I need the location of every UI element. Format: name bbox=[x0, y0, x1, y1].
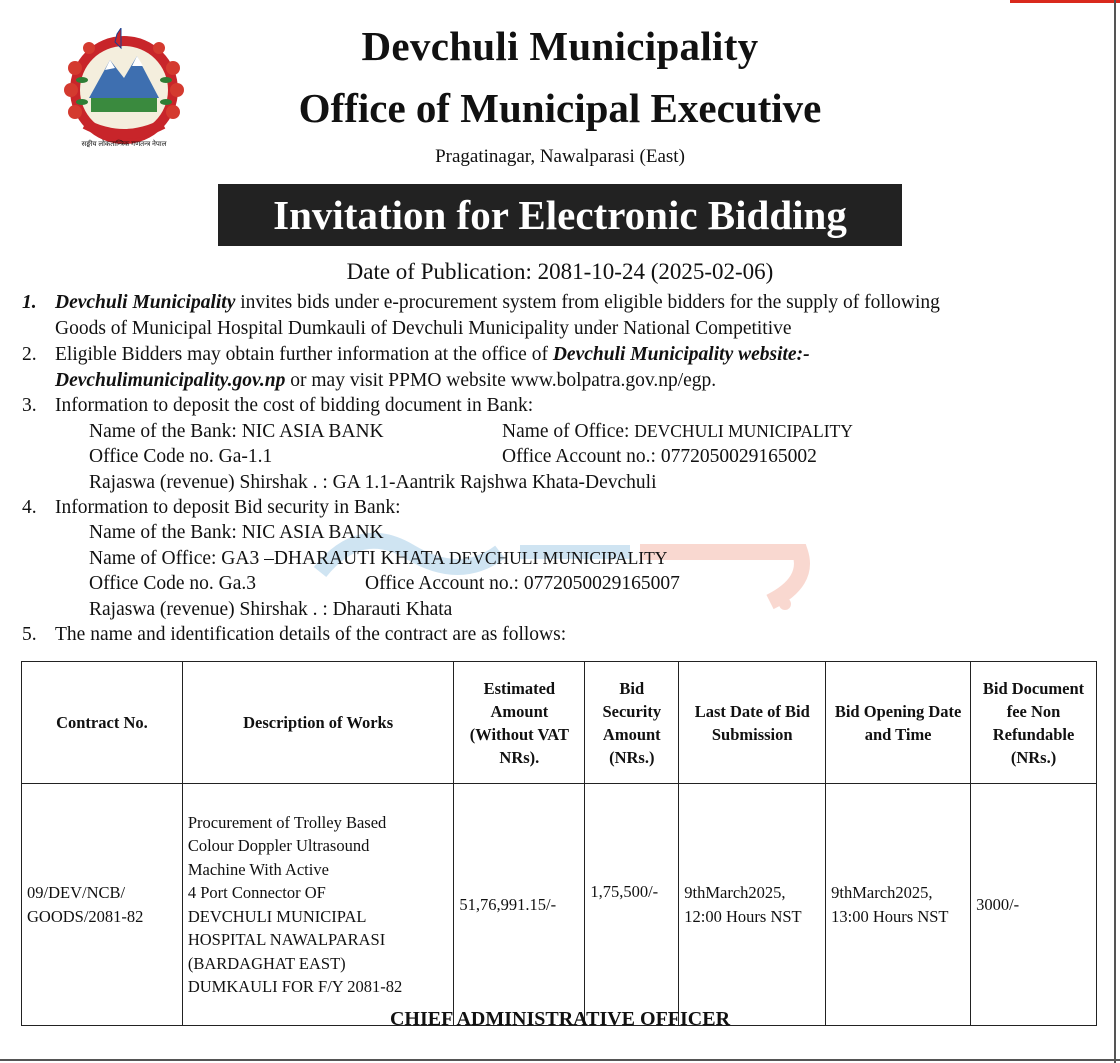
municipality-title: Devchuli Municipality bbox=[361, 23, 759, 69]
point-1-line-2: Goods of Municipal Hospital Dumkauli of Devchuli Municipality under National Competitive bbox=[55, 318, 792, 339]
point-1-text-1: invites bids under e-procurement system from eligible bidders for the supply of following bbox=[235, 292, 940, 313]
opening-date-line-2: 13:00 Hours NST bbox=[831, 906, 949, 926]
description-line: HOSPITAL NAWALPARASI bbox=[187, 930, 386, 949]
point-2-text-1: Eligible Bidders may obtain further information at the office of bbox=[55, 344, 553, 365]
office-title: Office of Municipal Executive bbox=[298, 85, 822, 131]
point-4-number: 4. bbox=[22, 497, 37, 518]
header-bid-security: Bid Security Amount (NRs.) bbox=[585, 662, 679, 784]
last-date-line-1: 9thMarch2025, bbox=[684, 883, 786, 902]
point-3-account: Office Account no.: 0772050029165002 bbox=[502, 446, 817, 467]
contract-no-line-1: 09/DEV/NCB/ bbox=[27, 883, 126, 902]
point-2-number: 2. bbox=[22, 344, 37, 365]
cell-description bbox=[182, 784, 454, 1026]
opening-date-line-1: 9thMarch2025, bbox=[831, 883, 933, 902]
point-4-rajaswa: Rajaswa (revenue) Shirshak . : Dharauti Khata bbox=[89, 599, 453, 620]
header-contract-no: Contract No. bbox=[22, 662, 183, 784]
header-last-date: Last Date of Bid Submission bbox=[679, 662, 826, 784]
point-3-office-name-value: DEVCHULI MUNICIPALITY bbox=[634, 421, 853, 441]
point-1-lead: Devchuli Municipality bbox=[55, 292, 236, 313]
point-2-bold-1: Devchuli Municipality website:- bbox=[552, 344, 810, 365]
description-line: DEVCHULI MUNICIPAL bbox=[187, 906, 367, 926]
cell-document-fee bbox=[971, 784, 1097, 1026]
description-line: 4 Port Connector OF bbox=[187, 883, 326, 902]
point-4-office-name bbox=[89, 546, 667, 572]
signature-title: CHIEF ADMINISTRATIVE OFFICER bbox=[389, 1008, 731, 1030]
notice-banner: Invitation for Electronic Bidding bbox=[218, 184, 902, 246]
bid-security-value: 1,75,500/- bbox=[590, 881, 659, 901]
contract-table bbox=[21, 661, 1097, 1026]
point-3-number: 3. bbox=[22, 395, 37, 416]
header-document-fee: Bid Document fee Non Refundable (NRs.) bbox=[971, 662, 1097, 784]
description-line: Machine With Active bbox=[187, 859, 329, 879]
point-2-website: Devchulimunicipality.gov.np bbox=[55, 370, 286, 391]
point-4-bank-name: Name of the Bank: NIC ASIA BANK bbox=[89, 522, 384, 543]
cell-contract-no bbox=[22, 784, 183, 1026]
point-2-line-2 bbox=[55, 368, 716, 394]
point-3-bank-name: Name of the Bank: NIC ASIA BANK bbox=[89, 421, 384, 442]
point-3-heading: Information to deposit the cost of bidding document in Bank: bbox=[55, 395, 534, 416]
description-line: Colour Doppler Ultrasound bbox=[187, 836, 370, 855]
point-3-office-code: Office Code no. Ga-1.1 bbox=[89, 446, 273, 467]
point-4-account: Office Account no.: 0772050029165007 bbox=[365, 573, 680, 594]
point-2-line-1 bbox=[55, 342, 810, 368]
header-opening-date: Bid Opening Date and Time bbox=[826, 662, 971, 784]
point-4-office-name-label: Name of Office: GA3 –DHARAUTI KHATA bbox=[89, 548, 449, 569]
point-3-office-name-label: Name of Office: bbox=[502, 421, 635, 442]
cell-last-date bbox=[679, 784, 826, 1026]
estimated-amount-value: 51,76,991.15/- bbox=[459, 894, 557, 914]
cell-bid-security bbox=[585, 784, 679, 1026]
point-3-rajaswa: Rajaswa (revenue) Shirshak . : GA 1.1-Aantrik Rajshwa Khata-Devchuli bbox=[89, 472, 657, 493]
point-4-office-code: Office Code no. Ga.3 bbox=[89, 573, 256, 594]
cell-estimated-amount bbox=[454, 784, 585, 1026]
top-accent-bar bbox=[1010, 0, 1120, 3]
cell-opening-date bbox=[826, 784, 971, 1026]
point-3-office-name bbox=[502, 419, 853, 445]
point-2-text-2: or may visit PPMO website www.bolpatra.gov.np/egp. bbox=[285, 370, 717, 391]
header-description: Description of Works bbox=[182, 662, 454, 784]
description-line: (BARDAGHAT EAST) bbox=[187, 953, 346, 973]
document-fee-value: 3000/- bbox=[976, 894, 1020, 914]
table-row bbox=[22, 784, 1097, 1026]
point-4-office-name-value: DEVCHULI MUNICIPALITY bbox=[448, 548, 668, 568]
page-border-bottom bbox=[0, 1059, 1120, 1061]
office-address: Pragatinagar, Nawalparasi (East) bbox=[435, 146, 685, 167]
contract-no-line-2: GOODS/2081-82 bbox=[27, 906, 144, 926]
point-5-number: 5. bbox=[22, 624, 37, 645]
emblem-caption: सङ्घीय लोकतान्त्रिक गणतन्त्र नेपाल bbox=[81, 140, 167, 148]
table-header-row bbox=[22, 662, 1097, 784]
point-4-heading: Information to deposit Bid security in Bank: bbox=[55, 497, 401, 518]
last-date-line-2: 12:00 Hours NST bbox=[684, 906, 802, 926]
point-1-line-1 bbox=[55, 290, 1098, 316]
description-line: DUMKAULI FOR F/Y 2081-82 bbox=[187, 977, 403, 996]
description-line: Procurement of Trolley Based bbox=[187, 812, 387, 832]
publication-date: Date of Publication: 2081-10-24 (2025-02-06) bbox=[346, 259, 774, 284]
header-estimated-amount: Estimated Amount (Without VAT NRs). bbox=[454, 662, 585, 784]
point-1-number: 1. bbox=[22, 292, 37, 313]
point-5-heading: The name and identification details of the contract are as follows: bbox=[55, 624, 567, 645]
